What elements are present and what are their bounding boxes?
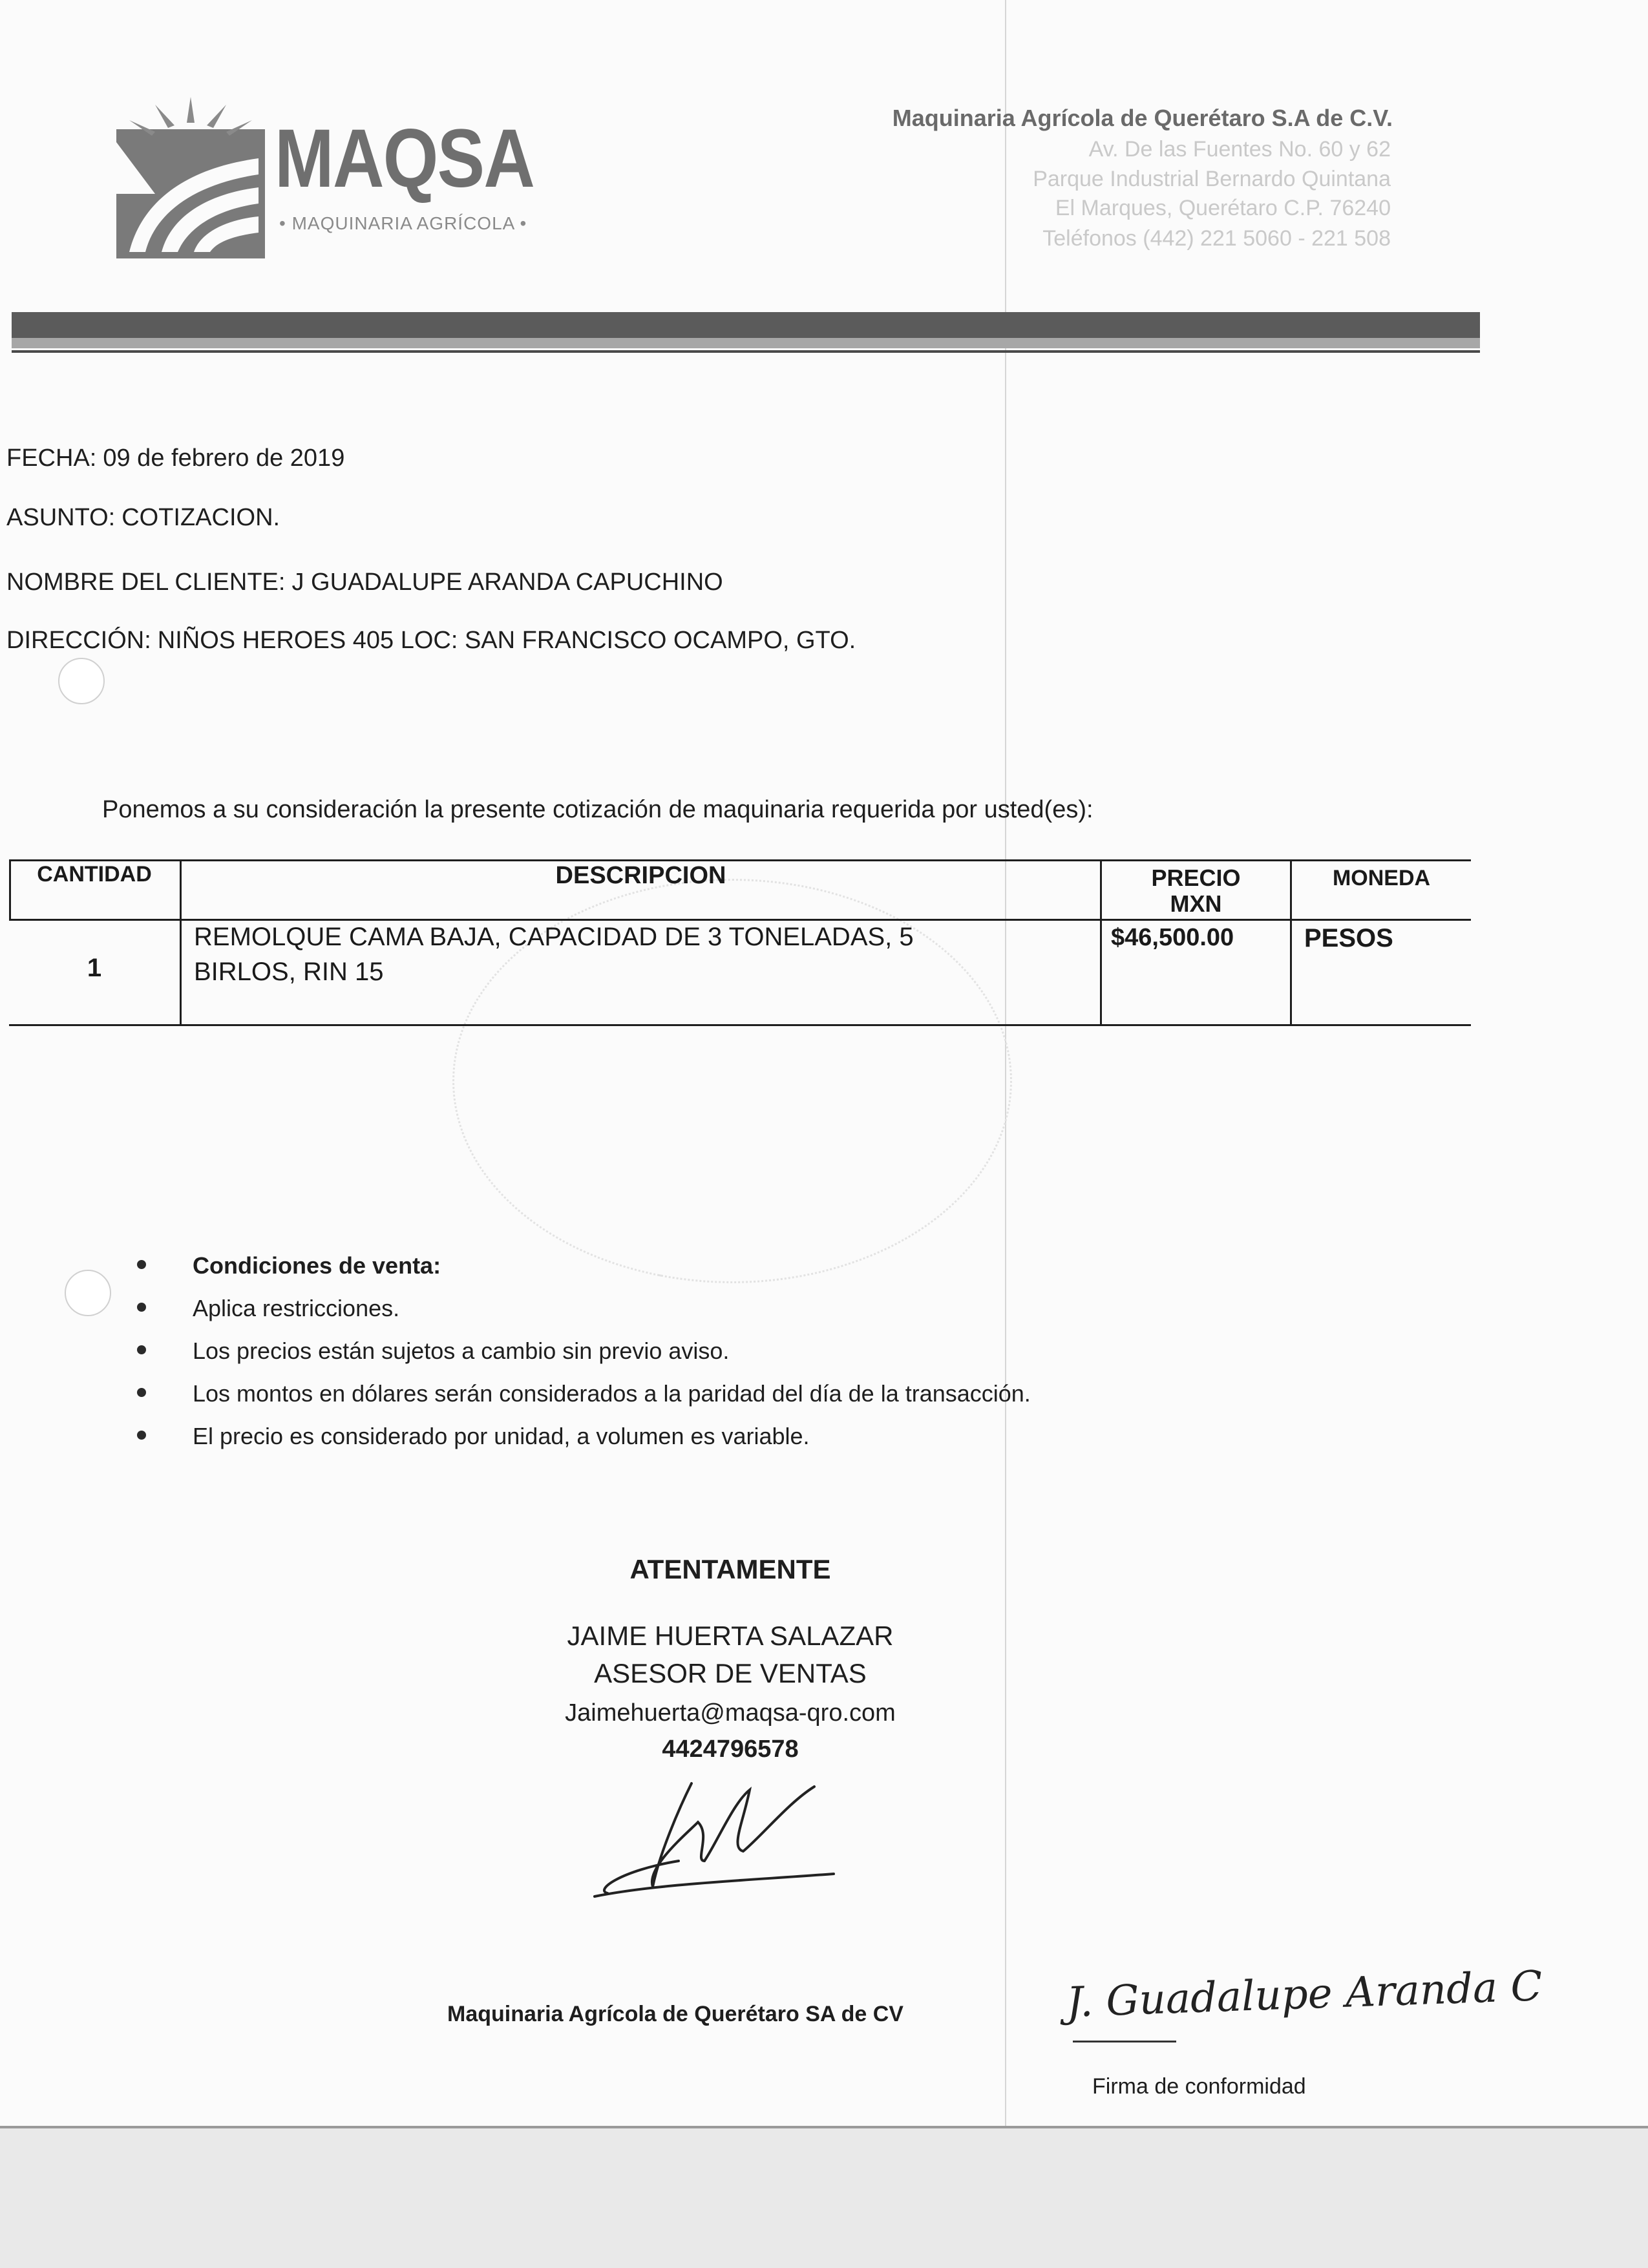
cliente-value: J GUADALUPE ARANDA CAPUCHINO xyxy=(291,569,723,596)
cell-descripcion-line2: BIRLOS, RIN 15 xyxy=(194,958,384,986)
address-line: Parque Industrial Bernardo Quintana xyxy=(1033,167,1391,191)
advisor-phone: 4424796578 xyxy=(662,1736,799,1763)
closing-atentamente: ATENTAMENTE xyxy=(629,1554,831,1584)
col-header-precio: PRECIO xyxy=(1151,865,1241,891)
advisor-signature xyxy=(582,1764,853,1906)
direccion-line xyxy=(6,627,856,655)
table-top-rule xyxy=(9,859,1471,861)
direccion-label: DIRECCIÓN: xyxy=(6,627,151,654)
asunto-value: COTIZACION. xyxy=(121,504,280,531)
advisor-role: ASESOR DE VENTAS xyxy=(594,1658,867,1688)
footer-company: Maquinaria Agrícola de Querétaro SA de CV xyxy=(447,2002,903,2026)
col-header-mxn: MXN xyxy=(1170,890,1222,917)
col-header-cantidad: CANTIDAD xyxy=(37,862,152,887)
col-header-moneda: MONEDA xyxy=(1332,866,1431,890)
cell-precio: $46,500.00 xyxy=(1111,924,1234,951)
header-rule-thin xyxy=(12,350,1480,353)
cliente-label: NOMBRE DEL CLIENTE: xyxy=(6,569,286,596)
direccion-value: NIÑOS HEROES 405 LOC: SAN FRANCISCO OCAMPO, GTO. xyxy=(157,627,856,654)
table-bottom-rule xyxy=(9,1024,1471,1026)
punch-hole xyxy=(58,658,105,704)
table-header-rule xyxy=(9,919,1471,921)
asunto-line xyxy=(6,504,280,532)
advisor-email: Jaimehuerta@maqsa-qro.com xyxy=(565,1699,896,1727)
intro-text: Ponemos a su consideración la presente cotización de maquinaria requerida por usted(es): xyxy=(102,796,1093,823)
address-line: Av. De las Fuentes No. 60 y 62 xyxy=(1088,137,1391,162)
firma-label: Firma de conformidad xyxy=(1092,2074,1306,2099)
cell-descripcion-line1: REMOLQUE CAMA BAJA, CAPACIDAD DE 3 TONELADAS, 5 xyxy=(194,923,914,951)
cell-moneda: PESOS xyxy=(1304,924,1393,952)
fecha-label: FECHA: xyxy=(6,445,97,472)
asunto-label: ASUNTO: xyxy=(6,504,116,531)
quotation-table xyxy=(9,859,1471,1027)
client-signature: J. Guadalupe Aranda C xyxy=(1065,1962,1543,2027)
maqsa-logo-icon xyxy=(116,97,265,258)
signature-underline xyxy=(1073,2041,1176,2042)
cliente-line xyxy=(6,569,723,596)
logo-wordmark: MAQSA xyxy=(275,112,534,205)
logo-subtitle: • MAQUINARIA AGRÍCOLA • xyxy=(279,213,527,233)
fecha-line xyxy=(6,445,344,472)
address-line: El Marques, Querétaro C.P. 76240 xyxy=(1055,196,1391,220)
phone-line: Teléfonos (442) 221 5060 - 221 508 xyxy=(1042,226,1391,251)
maqsa-logo xyxy=(116,97,265,262)
col-header-descripcion: DESCRIPCION xyxy=(555,862,726,889)
scan-background xyxy=(0,2128,1648,2268)
fecha-value: 09 de febrero de 2019 xyxy=(103,445,345,472)
header-rule-light xyxy=(12,338,1480,348)
advisor-name: JAIME HUERTA SALAZAR xyxy=(567,1621,894,1651)
cell-cantidad: 1 xyxy=(87,954,102,982)
header-rule-dark xyxy=(12,312,1480,338)
punch-hole xyxy=(65,1270,111,1316)
company-name: Maquinaria Agrícola de Querétaro S.A de C.V. xyxy=(892,105,1393,131)
